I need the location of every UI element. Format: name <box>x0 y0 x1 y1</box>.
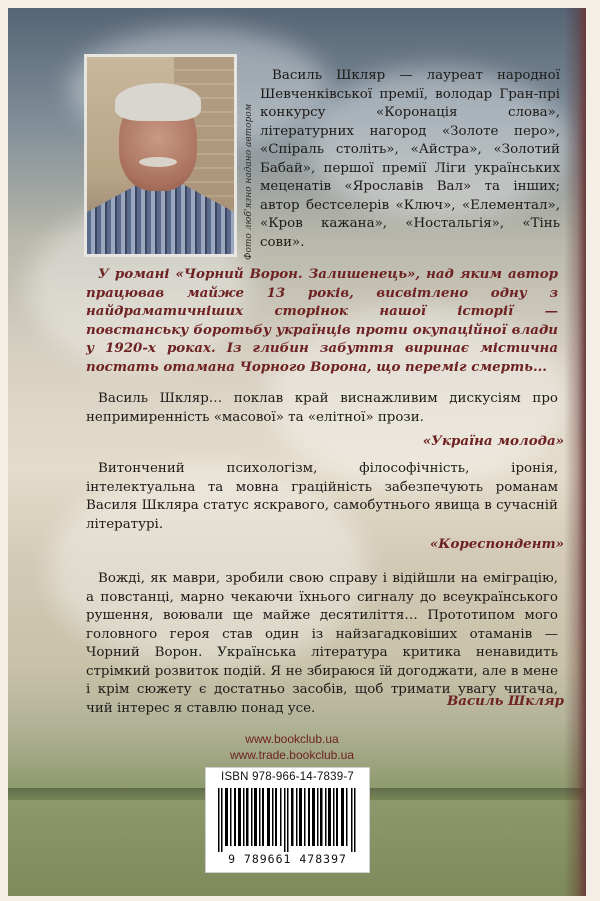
author-quote: Вожді, як маври, зробили свою справу і відійшли на еміграцію, а повстанці, марно чекаючи їхнього сигналу до всеукраїнського рушення, воювали ще майже десятиліття… Прототипом мого головного героя став один із найзагадковіших отаманів — Чорний Ворон. Українська література критика ненавидить стрімкий розвиток подій. Я не збираюся їй догоджати, але в мене і крім сюжету є достатньо засобів, щоб тримати увагу читача, чий інтерес я ставлю понад усе. <box>86 571 558 716</box>
barcode-digits: 9 789661 478397 <box>228 852 347 866</box>
review-source: «Україна молода» <box>422 433 564 449</box>
publisher-link[interactable]: www.trade.bookclub.ua <box>229 748 355 762</box>
book-synopsis: У романі «Чорний Ворон. Залишенець», над яким автор працював майже 13 років, висвітлено одну з найдраматичніших сторінок нашої історії — повстанську боротьбу українців проти окупаційної влади у 1920-х роках. Із глибин забуття виринає містична постать отамана Чорного Ворона, що переміг смерть... <box>86 266 558 375</box>
review-source: «Кореспондент» <box>429 536 564 552</box>
isbn-label: ISBN 978-966-14-7839-7 <box>221 771 354 783</box>
isbn-barcode-box <box>205 767 370 873</box>
author-signature: Василь Шкляр <box>446 693 564 709</box>
author-bio: Василь Шкляр — лауреат народної Шевченківської премії, володар Гран-прі конкурсу «Коронація слова», літературних нагород «Золоте перо», «Спіраль століть», «Айстра», «Золотий Бабай», першої премії Ліги українських меценатів «Ярославів Вал» та інших; автор бестселерів «Ключ», «Елементал», «Кров кажана», «Ностальгія», «Тінь сови». <box>260 68 560 250</box>
review-quote: Витончений психологізм, філософічність, іронія, інтелектуальна та мовна граційність забезпечують романам Василя Шкляра статус яскравого, самобутнього явища в сучасній літературі. <box>86 461 558 532</box>
review-quote: Василь Шкляр… поклав край виснажливим дискусіям про непримиренність «масової» та «елітної» прози. <box>86 391 558 425</box>
publisher-link[interactable]: www.bookclub.ua <box>245 732 339 746</box>
barcode-graphic <box>218 788 358 852</box>
spine-edge <box>564 8 586 896</box>
author-photo <box>84 54 237 257</box>
photo-credit: Фото люб'язно надано автором <box>244 103 254 260</box>
publisher-links <box>212 731 372 763</box>
